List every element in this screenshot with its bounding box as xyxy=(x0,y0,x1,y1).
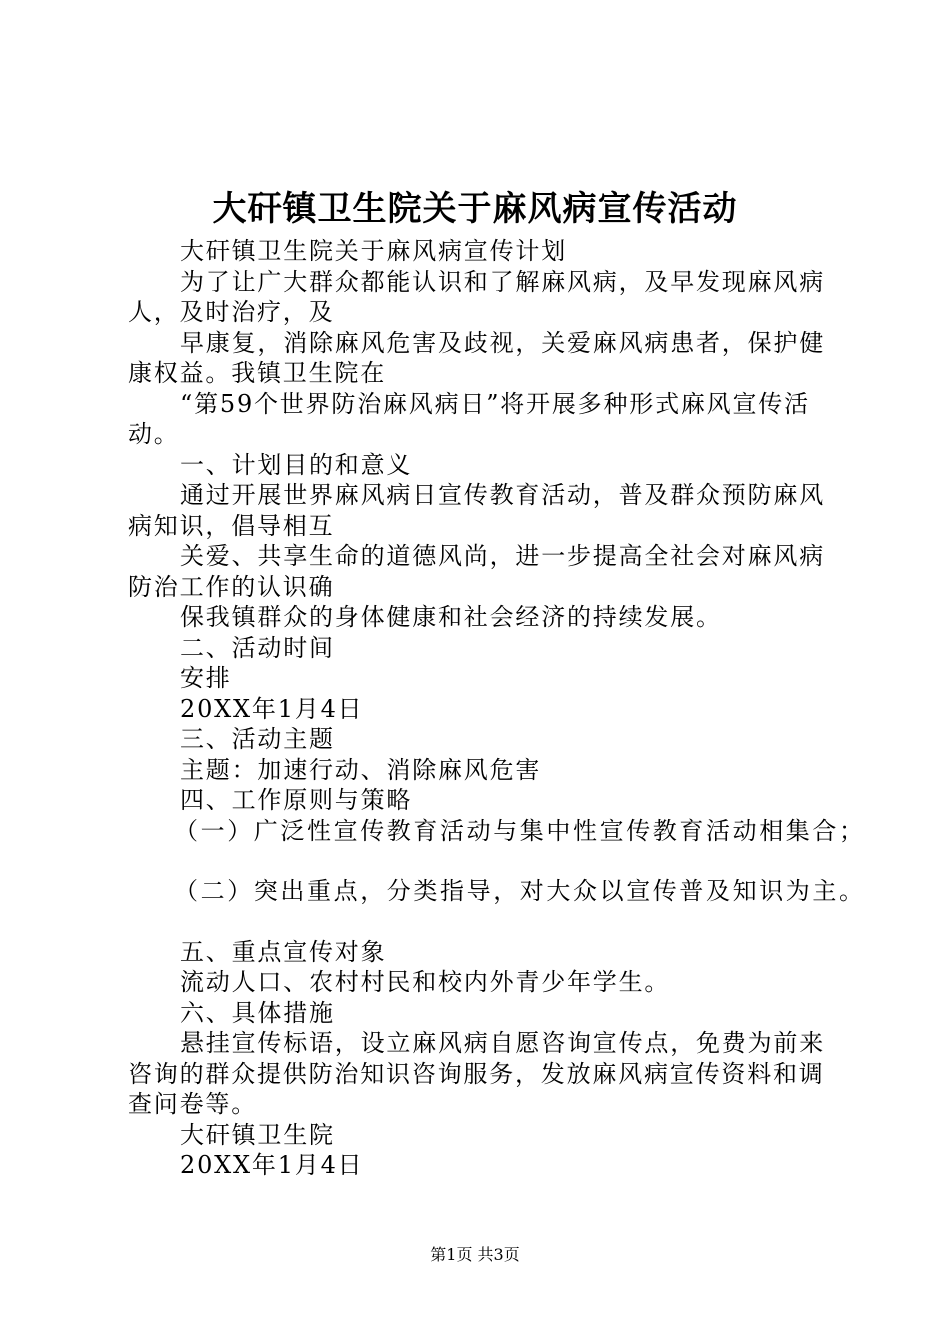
paragraph-intro-2: 早康复，消除麻风危害及歧视，关爱麻风病患者，保护健康权益。我镇卫生院在 xyxy=(128,328,825,387)
section-heading-time: 二、活动时间 xyxy=(180,633,335,662)
paragraph-subtitle: 大矸镇卫生院关于麻风病宣传计划 xyxy=(180,237,567,265)
paragraph-theme: 主题：加速行动、消除麻风危害 xyxy=(180,755,542,784)
signature-date: 20XX年1月4日 xyxy=(180,1151,364,1179)
paragraph-arrangement: 安排 xyxy=(180,664,232,692)
paragraph-date: 20XX年1月4日 xyxy=(180,694,364,723)
section-heading-targets: 五、重点宣传对象 xyxy=(180,937,387,966)
paragraph-measures: 悬挂宣传标语，设立麻风病自愿咨询宣传点，免费为前来咨询的群众提供防治知识咨询服务，发放麻风病宣传资料和调查问卷等。 xyxy=(128,1029,825,1118)
section-heading-measures: 六、具体措施 xyxy=(180,998,335,1027)
page-footer: 第1页 共3页 xyxy=(430,1245,520,1264)
paragraph-purpose-3: 保我镇群众的身体健康和社会经济的持续发展。 xyxy=(180,603,722,631)
document-title: 大矸镇卫生院关于麻风病宣传活动 xyxy=(212,189,738,229)
document-body xyxy=(128,236,866,1181)
section-heading-principles: 四、工作原则与策略 xyxy=(180,786,413,814)
paragraph-principle-1: （一）广泛性宣传教育活动与集中性宣传教育活动相集合； xyxy=(174,816,866,845)
paragraph-intro-3: “第59个世界防治麻风病日”将开展多种形式麻风宣传活动。 xyxy=(128,389,810,448)
paragraph-intro-1: 为了让广大群众都能认识和了解麻风病，及早发现麻风病人，及时治疗，及 xyxy=(128,267,825,326)
paragraph-purpose-2: 关爱、共享生命的道德风尚，进一步提高全社会对麻风病防治工作的认识确 xyxy=(128,542,825,601)
paragraph-targets: 流动人口、农村村民和校内外青少年学生。 xyxy=(180,968,671,996)
paragraph-purpose-1: 通过开展世界麻风病日宣传教育活动，普及群众预防麻风病知识，倡导相互 xyxy=(128,481,825,540)
section-heading-purpose: 一、计划目的和意义 xyxy=(180,450,413,479)
signature-org: 大矸镇卫生院 xyxy=(180,1120,335,1149)
section-heading-theme: 三、活动主题 xyxy=(180,725,335,753)
paragraph-principle-2: （二）突出重点，分类指导，对大众以宣传普及知识为主。 xyxy=(174,877,866,905)
